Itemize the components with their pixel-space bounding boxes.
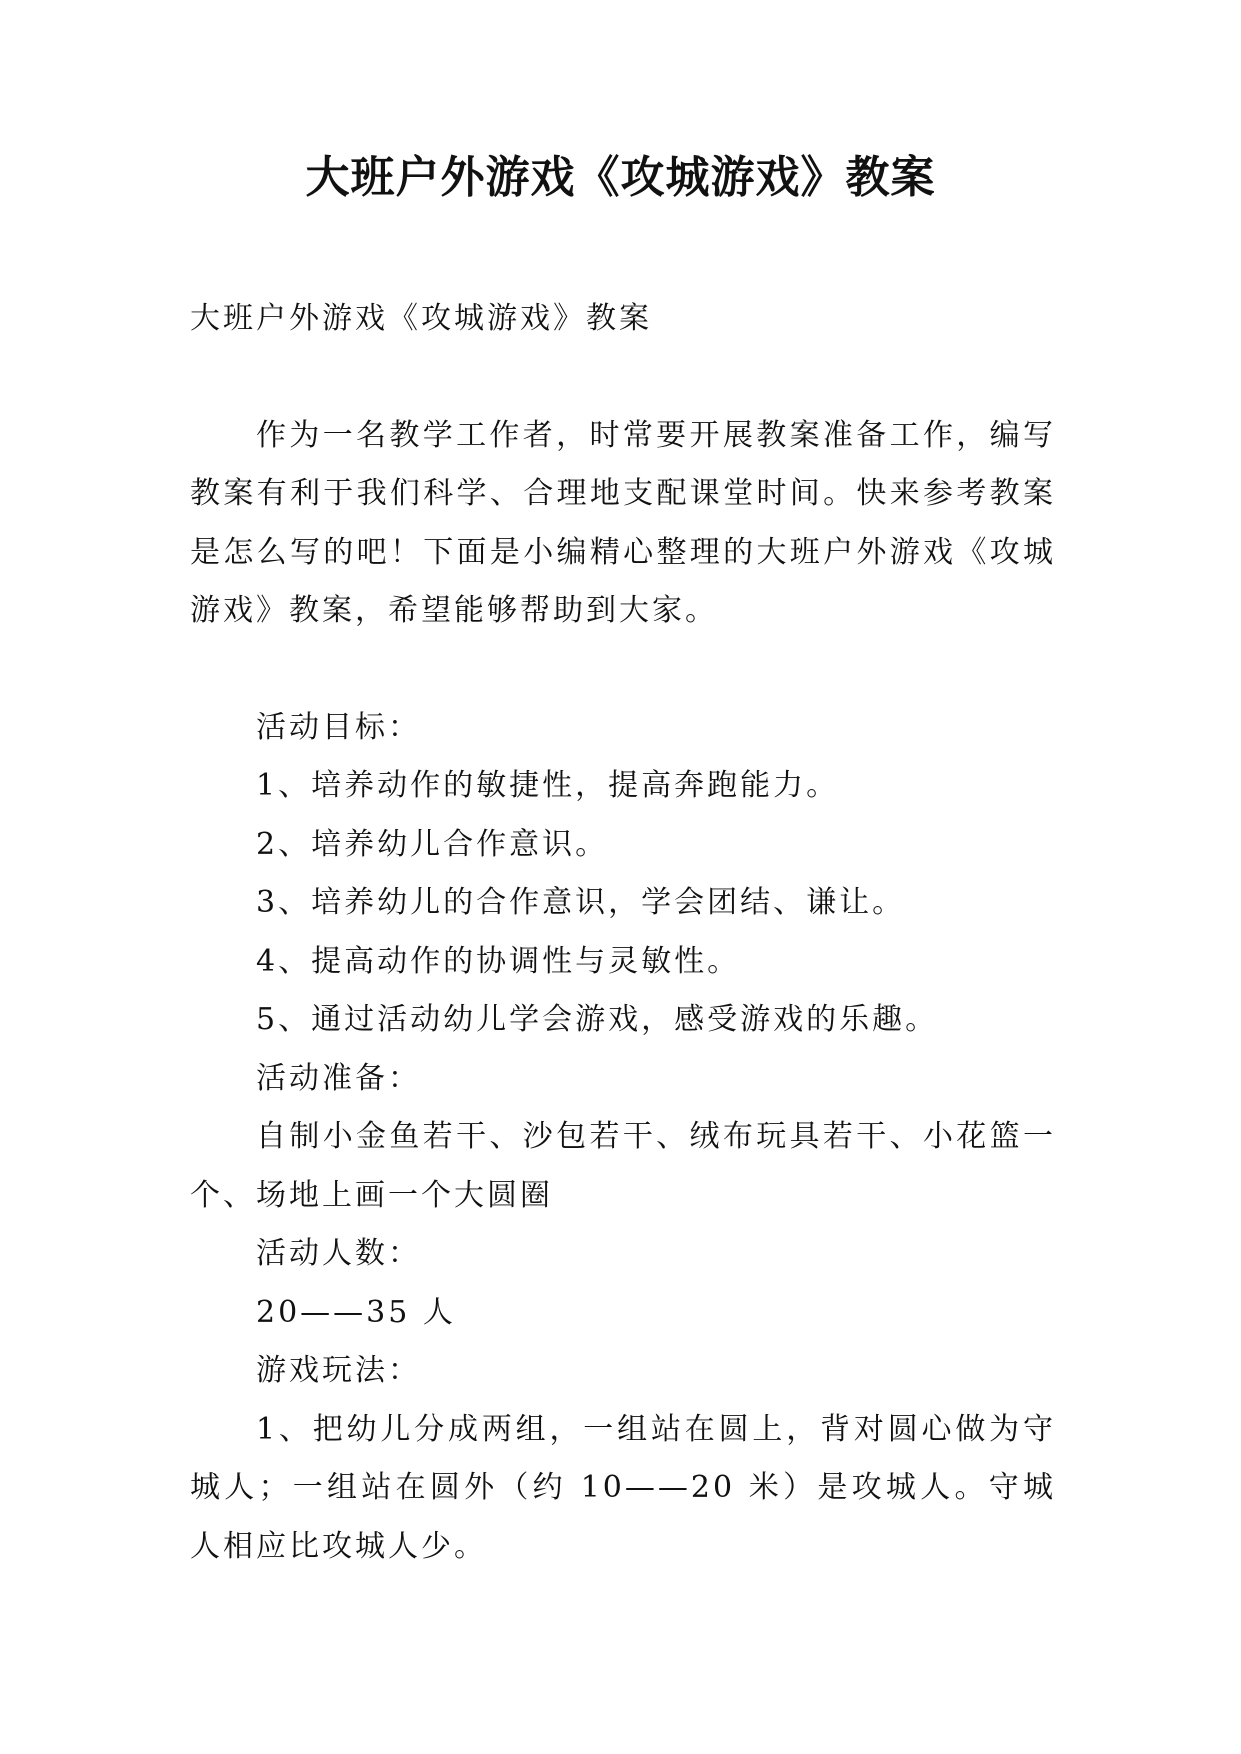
goal-item-1: 1、培养动作的敏捷性，提高奔跑能力。 (256, 768, 840, 803)
people-heading: 活动人数： (256, 1236, 421, 1271)
people-paragraph: 20——35 人 (256, 1294, 456, 1330)
intro-paragraph: 作为一名教学工作者，时常要开展教案准备工作，编写教案有利于我们科学、合理地支配课堂时间。快来参考教案是怎么写的吧！下面是小编精心整理的大班户外游戏《攻城游戏》教案，希望能够帮助到大家。 (190, 417, 1056, 628)
prep-heading: 活动准备： (256, 1060, 421, 1096)
goal-item-5: 5、通过活动幼儿学会游戏，感受游戏的乐趣。 (256, 1002, 939, 1037)
document-body (190, 290, 1056, 1576)
goal-item-3: 3、培养幼儿的合作意识，学会团结、谦让。 (256, 885, 906, 920)
prep-paragraph: 自制小金鱼若干、沙包若干、绒布玩具若干、小花篮一个、场地上画一个大圆圈 (190, 1119, 1056, 1213)
document-subtitle: 大班户外游戏《攻城游戏》教案 (190, 301, 652, 336)
goals-heading: 活动目标： (256, 709, 421, 745)
goal-item-4: 4、提高动作的协调性与灵敏性。 (256, 943, 741, 979)
document-title: 大班户外游戏《攻城游戏》教案 (305, 152, 936, 203)
play-rule-1: 1、把幼儿分成两组，一组站在圆上，背对圆心做为守城人；一组站在圆外（约 10——20 米）是攻城人。守城人相应比攻城人少。 (190, 1411, 1056, 1564)
goal-item-2: 2、培养幼儿合作意识。 (256, 826, 609, 862)
play-heading: 游戏玩法： (256, 1353, 421, 1388)
